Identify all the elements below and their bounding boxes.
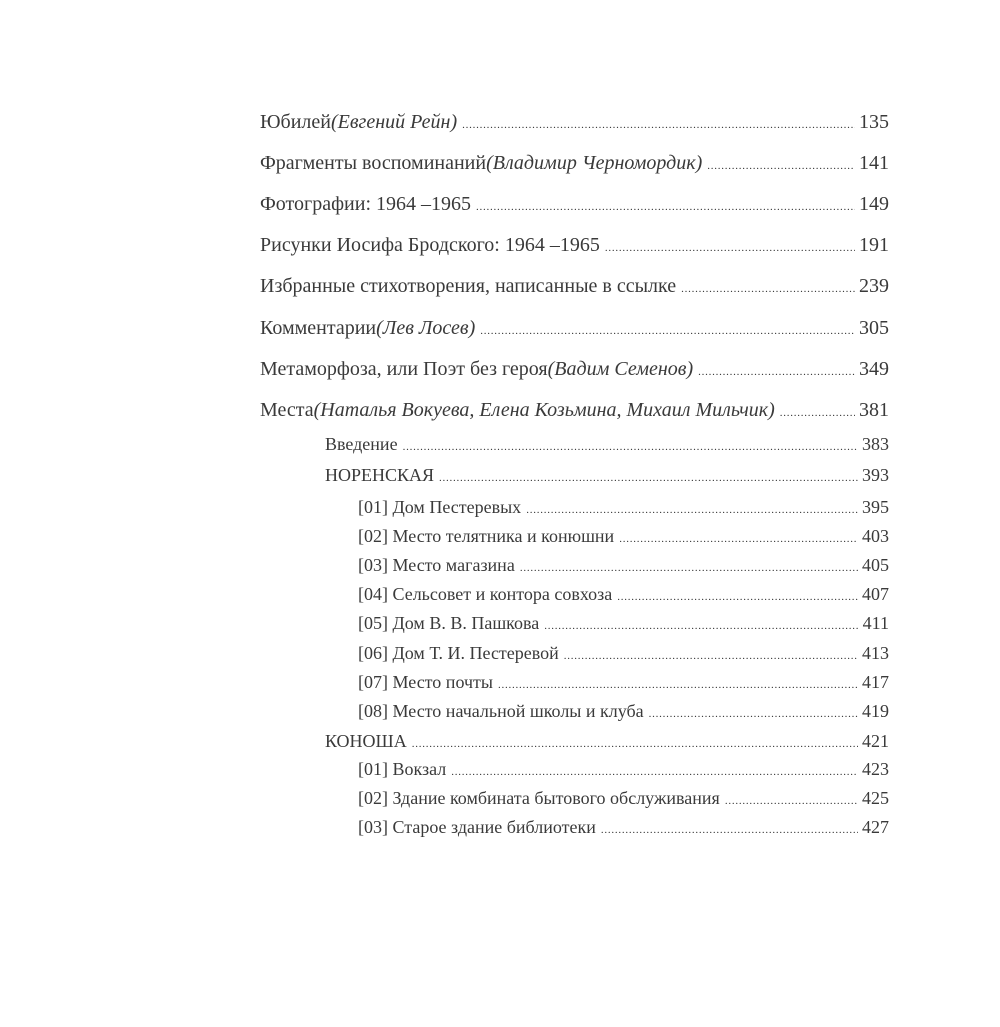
toc-entry <box>260 111 889 134</box>
toc-entry-page: 141 <box>859 152 889 174</box>
dot-leader <box>476 193 855 216</box>
dot-leader <box>725 788 858 809</box>
dot-leader <box>439 465 858 486</box>
toc-entry-title: [01] Вокзал <box>358 759 447 779</box>
dot-leader <box>498 672 858 693</box>
toc-entry-page: 135 <box>859 111 889 133</box>
toc-entry-title: Места <box>260 399 314 421</box>
toc-entry-title: Юбилей <box>260 111 331 133</box>
dot-leader <box>601 817 858 838</box>
toc-entry-title: НОРЕНСКАЯ <box>325 465 435 485</box>
toc-entry-title: Введение <box>325 434 398 454</box>
toc-entry <box>260 152 889 175</box>
toc-entry <box>260 275 889 298</box>
toc-entry <box>260 234 889 257</box>
toc-entry <box>260 193 889 216</box>
dot-leader <box>698 358 855 381</box>
toc-entry-page: 393 <box>862 465 889 485</box>
dot-leader <box>412 731 858 752</box>
toc-entry-title: Метаморфоза, или Поэт без героя <box>260 358 548 380</box>
dot-leader <box>605 234 855 257</box>
toc-entry-page: 349 <box>859 358 889 380</box>
toc-entry-author: (Наталья Вокуева, Елена Козьмина, Михаил Мильчик) <box>313 399 775 421</box>
toc-subsubentry <box>358 613 889 634</box>
toc-entry <box>260 317 889 340</box>
toc-entry-title: Комментарии <box>260 317 377 339</box>
toc-subsubentry <box>358 788 889 809</box>
toc-subentry <box>325 731 889 752</box>
toc-entry-title: Избранные стихотворения, написанные в ссылке <box>260 275 677 297</box>
toc-entry-page: 395 <box>862 497 889 517</box>
dot-leader <box>403 434 858 455</box>
dot-leader <box>780 399 855 422</box>
toc-entry-title: КОНОША <box>325 731 407 751</box>
toc-entry-title: [02] Место телятника и конюшни <box>358 526 615 546</box>
dot-leader <box>544 613 858 634</box>
dot-leader <box>649 701 858 722</box>
toc-subsubentry <box>358 497 889 518</box>
toc-entry-title: [06] Дом Т. И. Пестеревой <box>358 643 559 663</box>
toc-entry-page: 421 <box>862 731 889 751</box>
toc-entry-author: (Вадим Семенов) <box>547 358 694 380</box>
dot-leader <box>526 497 858 518</box>
dot-leader <box>617 584 858 605</box>
toc-entry-title: [03] Старое здание библиотеки <box>358 817 596 837</box>
toc-entry-page: 427 <box>862 817 889 837</box>
toc-subsubentry <box>358 672 889 693</box>
toc-entry <box>260 399 889 422</box>
dot-leader <box>462 111 855 134</box>
toc-entry-author: (Лев Лосев) <box>376 317 476 339</box>
toc-entry-page: 239 <box>859 275 889 297</box>
toc-entry-title: [08] Место начальной школы и клуба <box>358 701 644 721</box>
toc-entry-page: 407 <box>862 584 889 604</box>
toc-subentry <box>325 465 889 486</box>
toc-entry-title: Фотографии: 1964 –1965 <box>260 193 472 215</box>
toc-subsubentry <box>358 526 889 547</box>
toc-subsubentry <box>358 759 889 780</box>
toc-entry-page: 425 <box>862 788 889 808</box>
toc-entry-page: 413 <box>862 643 889 663</box>
toc-entry-page: 419 <box>862 701 889 721</box>
toc-entry-page: 411 <box>862 613 889 633</box>
toc-entry <box>260 358 889 381</box>
toc-subentry <box>325 434 889 455</box>
toc-entry-page: 405 <box>862 555 889 575</box>
toc-entry-title: Фрагменты воспоминаний <box>260 152 487 174</box>
toc-subsubentry <box>358 584 889 605</box>
toc-subsubentry <box>358 817 889 838</box>
dot-leader <box>619 526 858 547</box>
dot-leader <box>480 317 855 340</box>
dot-leader <box>451 759 858 780</box>
toc-entry-title: Рисунки Иосифа Бродского: 1964 –1965 <box>260 234 600 256</box>
toc-entry-page: 417 <box>862 672 889 692</box>
toc-subsubentry <box>358 555 889 576</box>
toc-entry-title: [07] Место почты <box>358 672 493 692</box>
toc-entry-author: (Владимир Черномордик) <box>486 152 703 174</box>
toc-subsubentry <box>358 643 889 664</box>
dot-leader <box>707 152 855 175</box>
toc-entry-page: 149 <box>859 193 889 215</box>
toc-entry-page: 383 <box>862 434 889 454</box>
toc-entry-title: [04] Сельсовет и контора совхоза <box>358 584 613 604</box>
toc-entry-page: 191 <box>859 234 889 256</box>
toc-entry-author: (Евгений Рейн) <box>331 111 458 133</box>
toc-entry-title: [02] Здание комбината бытового обслуживания <box>358 788 720 808</box>
toc-entry-title: [05] Дом В. В. Пашкова <box>358 613 540 633</box>
toc-entry-page: 381 <box>859 399 889 421</box>
dot-leader <box>681 275 855 298</box>
toc-entry-page: 305 <box>859 317 889 339</box>
toc-entry-title: [03] Место магазина <box>358 555 515 575</box>
dot-leader <box>564 643 858 664</box>
dot-leader <box>520 555 858 576</box>
toc-subsubentry <box>358 701 889 722</box>
toc-entry-title: [01] Дом Пестеревых <box>358 497 522 517</box>
toc-entry-page: 423 <box>862 759 889 779</box>
toc-entry-page: 403 <box>862 526 889 546</box>
